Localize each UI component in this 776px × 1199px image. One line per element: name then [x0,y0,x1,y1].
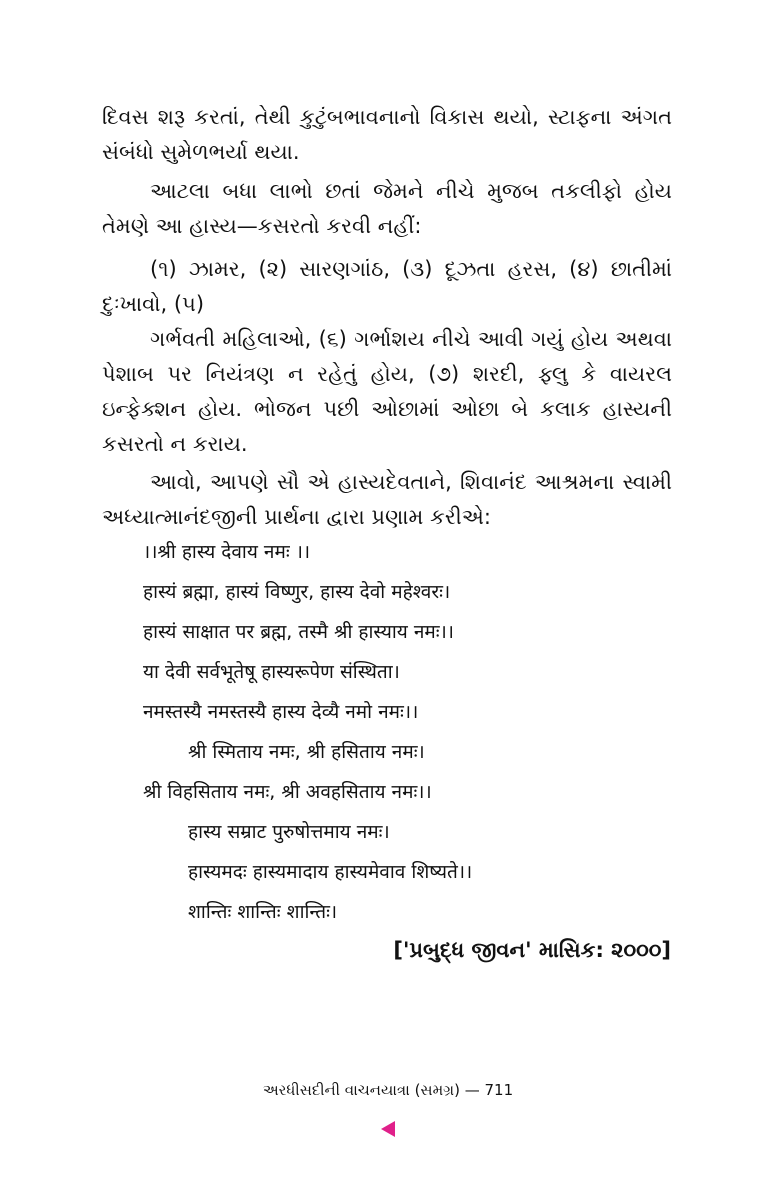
prev-page-arrow-icon[interactable] [381,1121,395,1137]
prayer-verse: नमस्तस्यै नमस्तस्यै हास्य देव्यै नमो नमः।। [143,701,419,723]
prayer-verse: हास्य सम्राट पुरुषोत्तमाय नमः। [188,821,390,843]
paragraph-precautions-intro: આટલા બધા લાભો છતાં જેમને નીચે મુજબ તકલીફો હોય તેમણે આ હાસ્ય—કસરતો કરવી નહીં: [102,179,672,238]
prayer-verse: श्री स्मिताय नमः, श्री हसिताय नमः। [188,741,425,763]
source-citation: ['પ્રબુદ્ધ જીવન' માસિક: ૨૦૦૦] [393,938,671,962]
prayer-verse: श्री विहसिताय नमः, श्री अवहसिताय नमः।। [143,781,432,803]
page-footer: અરધીસદીની વાચનયાત્રા (સમગ્ર) — 711 [262,1081,514,1099]
prayer-verse: हास्यमदः हास्यमादाय हास्यमेवाव शिष्यते।। [188,861,473,883]
paragraph-prayer-intro: આવો, આપણે સૌ એ હાસ્યદેવતાને, શિવાનંદ આશ્રમના સ્વામી અધ્યાત્માનંદજીની પ્રાર્થના દ્વારા પ્રણામ કરીએ: [102,470,672,529]
paragraph-conditions-list: (૧) ઝામર, (૨) સારણગાંઠ, (૩) દૂઝતા હરસ, (૪) છાતીમાં દુઃખાવો, (૫) [102,257,672,316]
paragraph-staff-relations: દિવસ શરૂ કરતાં, તેથી કુટુંબભાવનાનો વિકાસ થયો, સ્ટાફના અંગત સંબંધો સુમેળભર્યા થયા. [102,105,672,164]
prayer-verse: ।।श्री हास्य देवाय नमः ।। [143,541,311,563]
prayer-verse: शान्तिः शान्तिः शान्तिः। [188,901,338,923]
prayer-verse: या देवी सर्वभूतेषू हास्यरूपेण संस्थिता। [143,661,400,683]
prayer-verse: हास्यं साक्षात पर ब्रह्म, तस्मै श्री हास्याय नमः।। [143,621,454,643]
paragraph-more-conditions: ગર્ભવતી મહિલાઓ, (૬) ગર્ભાશય નીચે આવી ગયું હોય અથવા પેશાબ પર નિયંત્રણ ન રહેતું હોય, (૭) શરદી, ફ્લુ કે વાયરલ ઇન્ફેક્શન હોય. ભોજન પછી ઓછામાં ઓછા બે કલાક હાસ્યની કસરતો ન કરાય. [102,327,672,456]
prayer-verse: हास्यं ब्रह्मा, हास्यं विष्णुर, हास्य देवो महेश्वरः। [143,581,451,603]
